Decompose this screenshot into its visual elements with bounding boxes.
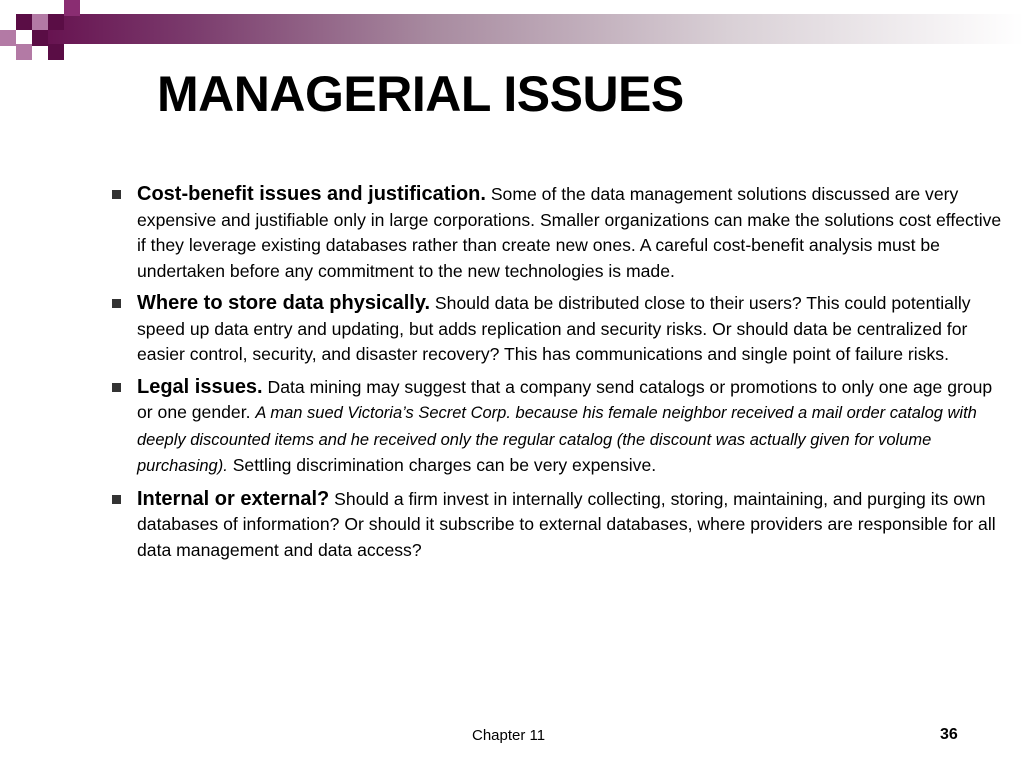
- checker-square: [16, 44, 32, 60]
- bullet-item-internal-external: [112, 487, 1012, 564]
- header-gradient-bar: [40, 14, 1024, 44]
- bullet-item-data-location: [112, 291, 1012, 368]
- bullet-text: Should data be distributed close to their users? This could potentially speed up data entry and updating, but adds replication and security risks. Or should data be centralized for easier control, security, and disaster recovery? This has communications and single point of failure risks.: [137, 293, 971, 364]
- bullet-item-legal: [112, 375, 1012, 480]
- square-bullet-icon: [112, 190, 121, 199]
- bullet-item-cost-benefit: [112, 182, 1012, 284]
- bullet-italic-example: A man sued Victoria’s Secret Corp. because his female neighbor received a mail order catalog with deeply discounted items and he received only the regular catalog (the discount was actually given for volume purchasing).: [137, 404, 977, 475]
- square-bullet-icon: [112, 495, 121, 504]
- bullet-text: Should a firm invest in internally collecting, storing, maintaining, and purging its own databases of information? Or should it subscribe to external databases, where providers are responsible for all data management and data access?: [137, 488, 996, 560]
- checker-square: [48, 44, 64, 60]
- bullet-text: Some of the data management solutions discussed are very expensive and justifiable only in large corporations. Smaller organizations can make the solutions cost effective if they leverage existing databases rather than create new ones. A careful cost-benefit analysis must be undertaken before any commitment to the new technologies is made.: [137, 184, 1002, 281]
- square-bullet-icon: [112, 383, 121, 392]
- bullet-lead: Legal issues.: [137, 375, 263, 398]
- checker-square: [32, 14, 48, 30]
- checker-square: [48, 14, 64, 30]
- slide-title: MANAGERIAL ISSUES: [157, 66, 684, 122]
- bullet-lead: Where to store data physically.: [137, 292, 431, 314]
- bullet-text: Data mining may suggest that a company send catalogs or promotions to only one age group or one gender.: [137, 376, 993, 422]
- bullet-lead: Cost-benefit issues and justification.: [137, 183, 486, 205]
- footer-chapter: Chapter 11: [472, 727, 546, 744]
- bullet-text-after: Settling discrimination charges can be very expensive.: [227, 455, 657, 475]
- bullet-lead: Internal or external?: [137, 487, 330, 510]
- page-number: 36: [940, 726, 958, 743]
- square-bullet-icon: [112, 299, 121, 308]
- checker-square: [32, 30, 48, 46]
- bullet-list: [112, 182, 1012, 570]
- checker-square: [16, 14, 32, 30]
- checker-square: [0, 30, 16, 46]
- checker-square: [64, 0, 80, 16]
